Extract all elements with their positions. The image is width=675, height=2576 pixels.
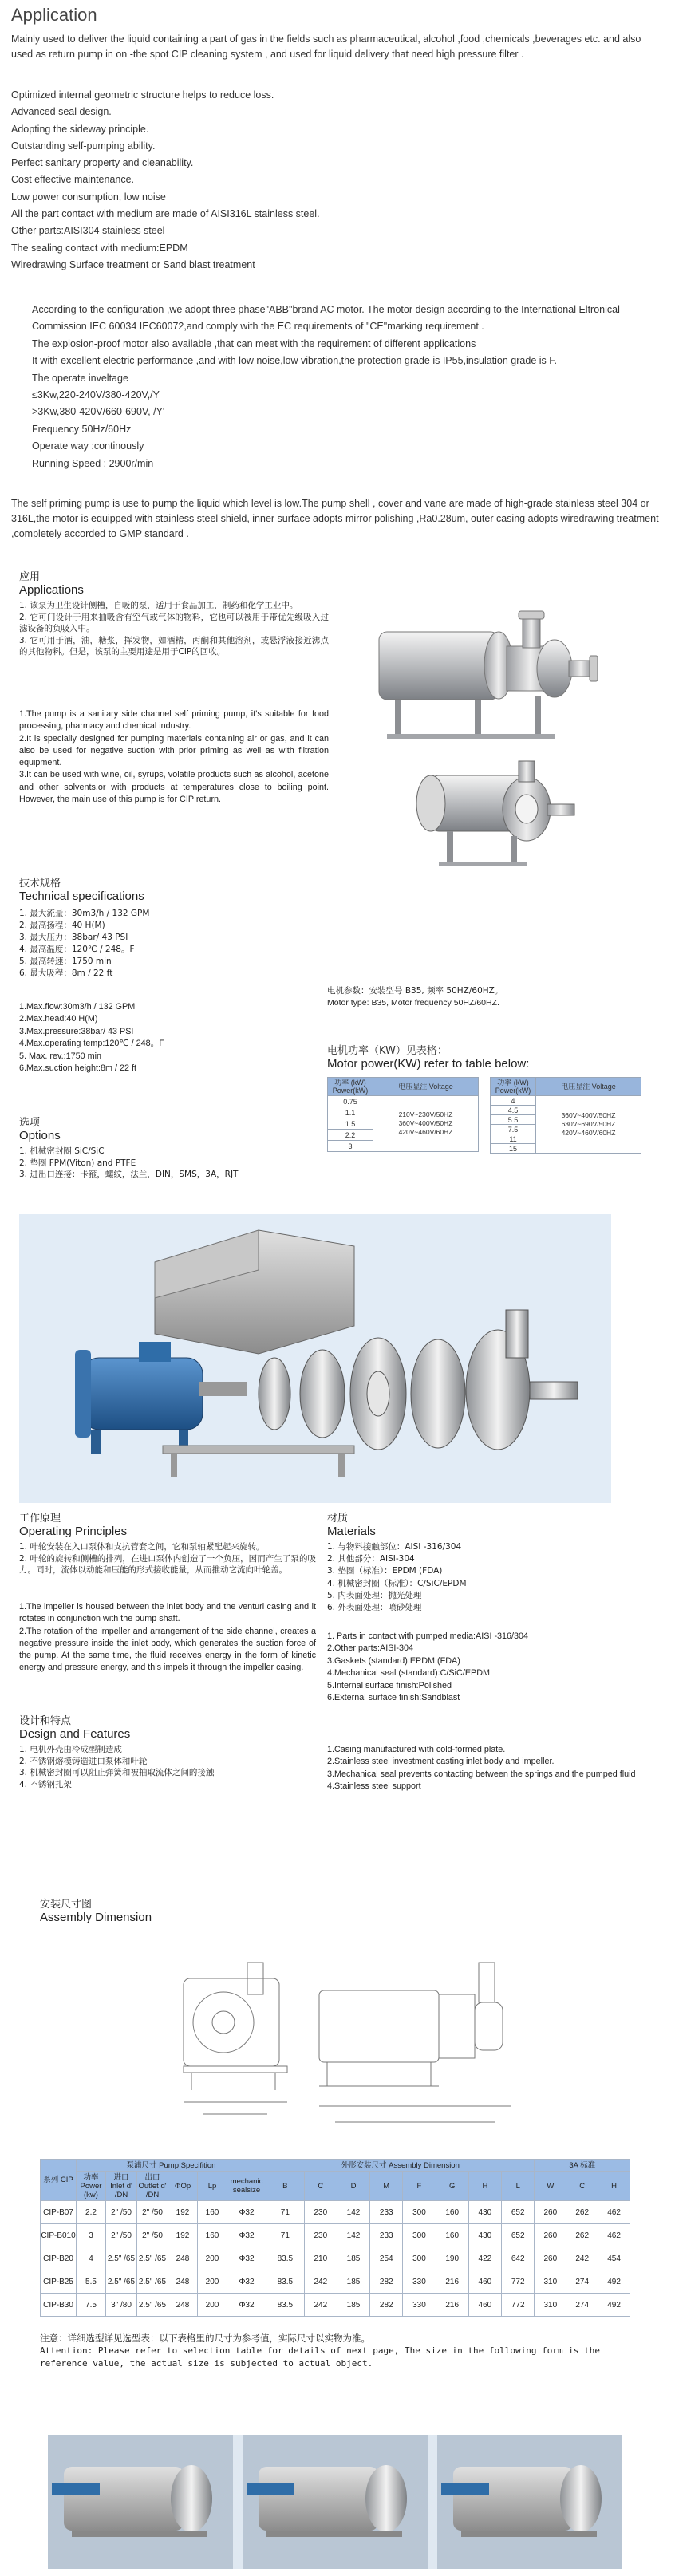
specs-cn-line: 6. 最大吸程：8m / 22 ft: [19, 968, 113, 978]
operating-en-line: 2.The rotation of the impeller and arrangement of the side channel, creates a negative pressure inside the inlet body, which generates the suction force of the pump. At the same time, the fluid receives energy in the form of kinetic energy and pressure energy, and this impels it through the impeller casing.: [19, 1626, 316, 1673]
materials-heading: [327, 1513, 376, 1538]
motor-table-cn-title: 电机功率（KW）见表格：: [327, 1045, 448, 1057]
table-cell: 233: [370, 2224, 403, 2247]
table-cell: Φ32: [227, 2294, 266, 2317]
table-cell: 185: [337, 2270, 369, 2294]
table-cell: 248: [168, 2270, 198, 2294]
table-cell: 260: [535, 2247, 566, 2270]
materials-en-line: 6.External surface finish:Sandblast: [327, 1693, 460, 1703]
power-cell: 2.2: [328, 1130, 373, 1141]
design-en-line: 4.Stainless steel support: [327, 1781, 421, 1792]
design-cn-line: 3. 机械密封圈可以阻止弹簧和被抽取流体之间的接触: [19, 1768, 215, 1778]
table-cell: 2.5" /65: [106, 2247, 137, 2270]
table-cell: 7.5: [77, 2294, 106, 2317]
group-assembly: 外形安装尺寸 Assembly Dimension: [266, 2160, 535, 2172]
table-cell: 282: [370, 2270, 403, 2294]
table-row: [41, 2294, 630, 2317]
design-en-line: 2.Stainless steel investment casting inlet body and impeller.: [327, 1757, 555, 1767]
materials-cn-list: [327, 1541, 646, 1614]
motor-power-table: [327, 1077, 641, 1154]
col-letter: L: [502, 2172, 535, 2201]
table-cell: 462: [598, 2224, 630, 2247]
power-cell: 1.1: [328, 1107, 373, 1118]
feature-item: Adopting the sideway principle.: [11, 123, 149, 135]
materials-en-line: 2.Other parts:AISI-304: [327, 1643, 414, 1654]
motor-description: [32, 302, 662, 472]
table-cell: 71: [266, 2224, 305, 2247]
col-letter: C: [566, 2172, 598, 2201]
specs-cn-line: 3. 最大压力：38bar/ 43 PSI: [19, 933, 128, 942]
table-cell: 330: [403, 2294, 436, 2317]
table-cell: 210: [304, 2247, 337, 2270]
col-letter: G: [436, 2172, 468, 2201]
power-cell: 11: [491, 1134, 536, 1144]
motor-line: ≤3Kw,220-240V/380-420V,/Y: [32, 389, 160, 401]
group-3a: 3A 标准: [535, 2160, 630, 2172]
table-cell: 160: [198, 2201, 227, 2224]
specs-cn-line: 2. 最高扬程：40 H(M): [19, 921, 105, 930]
table-cell: 185: [337, 2247, 369, 2270]
series-cell: CIP-B25: [41, 2270, 77, 2294]
options-line: 1. 机械密封圈 SiC/SiC: [19, 1146, 105, 1156]
operating-en-list: [19, 1601, 316, 1675]
feature-item: All the part contact with medium are made of AISI316L stainless steel.: [11, 208, 320, 220]
note-en: Attention: Please refer to selection table for details of next page, The size in the following form is the reference value, the actual size is subjected to actual object.: [40, 2345, 600, 2369]
power-cell: 4: [491, 1096, 536, 1106]
pump-photo-front: [363, 600, 602, 751]
feature-item: Outstanding self-pumping ability.: [11, 140, 156, 152]
motor-line: >3Kw,380-420V/660-690V, /Y': [32, 406, 165, 418]
table-cell: 260: [535, 2224, 566, 2247]
col-inlet: 进口 Inlet d' /DN: [106, 2172, 137, 2201]
specs-en-line: 4.Max.operating temp:120℃ / 248。F: [19, 1039, 164, 1049]
operating-en-title: Operating Principles: [19, 1525, 128, 1538]
options-cn-title: 选项: [19, 1117, 41, 1129]
applications-cn-line: 2. 它可门设计于用来抽吸含有空气或气体的物料，它也可以被用于带优先级吸入过滤设备的负吸入中。: [19, 612, 329, 634]
assembly-cn-title: 安装尺寸图: [40, 1899, 93, 1911]
table-cell: 460: [468, 2270, 501, 2294]
applications-cn-title: 应用: [19, 571, 41, 583]
design-cn-line: 2. 不锈钢熔模铸造进口泵体和叶轮: [19, 1756, 148, 1766]
table-cell: Φ32: [227, 2270, 266, 2294]
installation-photo: [48, 2435, 233, 2569]
table-cell: 190: [436, 2247, 468, 2270]
table-cell: 300: [403, 2201, 436, 2224]
exploded-view-image: [19, 1214, 611, 1503]
materials-en-line: 1. Parts in contact with pumped media:AISI -316/304: [327, 1631, 529, 1641]
feature-item: Cost effective maintenance.: [11, 174, 135, 186]
pump-photo-angled: [399, 759, 582, 871]
materials-cn-title: 材质: [327, 1513, 349, 1525]
specs-cn-line: 5. 最高转速：1750 min: [19, 957, 112, 966]
motor-table-en-title: Motor power(KW) refer to table below:: [327, 1057, 530, 1071]
col-series: 系列 CIP: [41, 2160, 77, 2201]
table-cell: 492: [598, 2270, 630, 2294]
table-cell: 460: [468, 2294, 501, 2317]
installation-photo: [243, 2435, 428, 2569]
applications-cn-line: 3. 它可用于酒，油，糖浆，挥发物，如酒精，丙酮和其他溶剂，或悬浮液接近沸点的其他物料。但是，该泵的主要用途是用于CIP的回收。: [19, 635, 329, 657]
applications-en-list: [19, 708, 329, 806]
options-line: 3. 进出口连接：卡箍，螺纹，法兰，DIN，SMS，3A，RJT: [19, 1170, 239, 1180]
table-cell: 71: [266, 2201, 305, 2224]
options-line: 2. 垫圈 FPM(Viton) and PTFE: [19, 1158, 136, 1168]
voltage-header: 电压显注 Voltage: [373, 1078, 479, 1096]
table-cell: 2" /50: [106, 2201, 137, 2224]
applications-en-line: 3.It can be used with wine, oil, syrups, volatile products such as alcohol, acetone and other solvents,or with products at temperatures close to boiling point. However, the main use of this pump is for CIP return.: [19, 770, 329, 805]
applications-en-title: Applications: [19, 583, 84, 597]
power-header: 功率 (kW) Power(kW): [491, 1078, 536, 1096]
table-cell: Φ32: [227, 2247, 266, 2270]
motor-line: Running Speed : 2900r/min: [32, 457, 154, 469]
col-letter: B: [266, 2172, 305, 2201]
applications-cn-line: 1. 该泵为卫生设计侧槽，自吸的泵，适用于食品加工，制药和化学工业中。: [19, 601, 298, 610]
table-cell: 642: [502, 2247, 535, 2270]
design-en-list: [327, 1744, 646, 1793]
applications-en-line: 2.It is specially designed for pumping materials containing air or gas, and it can also be used for negative suction with prior priming as well as with filtration equipment.: [19, 733, 329, 768]
table-cell: 2.5" /65: [137, 2294, 168, 2317]
group-pump: 泵浦尺寸 Pump Specifition: [77, 2160, 266, 2172]
specs-cn-title: 技术规格: [19, 878, 61, 890]
materials-en-line: 4.Mechanical seal (standard):C/SiC/EPDM: [327, 1668, 491, 1679]
table-cell: 248: [168, 2247, 198, 2270]
materials-en-title: Materials: [327, 1525, 376, 1538]
table-cell: 492: [598, 2294, 630, 2317]
col-letter: H: [598, 2172, 630, 2201]
power-cell: 0.75: [328, 1096, 373, 1107]
table-cell: 230: [304, 2201, 337, 2224]
specs-en-line: 2.Max.head:40 H(M): [19, 1014, 98, 1024]
operating-heading: [19, 1513, 127, 1538]
installation-photo: [437, 2435, 622, 2569]
table-cell: 83.5: [266, 2270, 305, 2294]
table-cell: 160: [198, 2224, 227, 2247]
motor-line: The explosion-proof motor also available ,that can meet with the requirement of different applications: [32, 337, 476, 349]
table-cell: 83.5: [266, 2247, 305, 2270]
materials-cn-line: 3. 垫圈（标准）：EPDM (FDA): [327, 1566, 443, 1576]
col-letter: D: [337, 2172, 369, 2201]
table-cell: 772: [502, 2270, 535, 2294]
table-cell: 2" /50: [137, 2224, 168, 2247]
table-cell: 192: [168, 2224, 198, 2247]
motor-type: [327, 985, 662, 1009]
table-cell: 216: [436, 2270, 468, 2294]
design-en-line: 1.Casing manufactured with cold-formed plate.: [327, 1745, 506, 1754]
feature-item: Low power consumption, low noise: [11, 191, 166, 203]
design-en-line: 3.Mechanical seal prevents contacting between the springs and the pumped fluid: [327, 1769, 636, 1779]
table-row: [41, 2247, 630, 2270]
table-cell: 430: [468, 2201, 501, 2224]
operating-cn-line: 1. 叶轮安装在入口泵体和支抗管套之间，它和泵轴紧配起来旋转。: [19, 1542, 265, 1552]
motor-table-heading: [327, 1045, 529, 1071]
table-cell: 262: [566, 2201, 598, 2224]
self-priming-paragraph: The self priming pump is use to pump the liquid which level is low.The pump shell , cover and vane are made of high-grade stainless steel 304 or 316L,the motor is equipped with stainless steel shield, inner surface adopts mirror polishing ,Ra0.28um, outer casing adopts wiredrawing treatment ,completely accorded to GMP standard .: [11, 498, 659, 539]
feature-item: The sealing contact with medium:EPDM: [11, 242, 188, 254]
table-cell: 300: [403, 2247, 436, 2270]
operating-en-line: 1.The impeller is housed between the inlet body and the venturi casing and it rotates in conjunction with the pump shaft.: [19, 1602, 316, 1624]
table-cell: 3" /80: [106, 2294, 137, 2317]
table-cell: Φ32: [227, 2201, 266, 2224]
series-cell: CIP-B30: [41, 2294, 77, 2317]
col-lp: Lp: [198, 2172, 227, 2201]
design-cn-list: [19, 1744, 316, 1790]
voltage-cell: 210V~230V/50HZ 360V~400V/50HZ 420V~460V/60HZ: [373, 1096, 479, 1152]
installation-photos: [48, 2435, 622, 2569]
table-cell: 200: [198, 2247, 227, 2270]
series-cell: CIP-B20: [41, 2247, 77, 2270]
feature-list: [11, 87, 320, 274]
table-cell: 200: [198, 2294, 227, 2317]
assembly-en-title: Assembly Dimension: [40, 1911, 152, 1924]
materials-en-list: [327, 1631, 646, 1704]
table-cell: 160: [436, 2201, 468, 2224]
power-cell: 15: [491, 1144, 536, 1154]
col-seal: mechanic sealsize: [227, 2172, 266, 2201]
design-heading: [19, 1715, 130, 1741]
table-cell: 2.5" /65: [137, 2247, 168, 2270]
motor-type-cn: 电机参数：安装型号 B35, 频率 50HZ/60HZ。: [327, 986, 503, 996]
specs-heading: [19, 878, 144, 903]
specs-cn-line: 1. 最大流量：30m3/h / 132 GPM: [19, 909, 150, 918]
table-cell: 192: [168, 2201, 198, 2224]
power-cell: 4.5: [491, 1106, 536, 1115]
table-cell: 142: [337, 2201, 369, 2224]
materials-cn-line: 2. 其他部分：AISI-304: [327, 1554, 415, 1564]
table-cell: 242: [566, 2247, 598, 2270]
specs-en-line: 1.Max.flow:30m3/h / 132 GPM: [19, 1002, 136, 1012]
series-cell: CIP-B07: [41, 2201, 77, 2224]
table-cell: 454: [598, 2247, 630, 2270]
table-cell: 772: [502, 2294, 535, 2317]
feature-item: Other parts:AISI304 stainless steel: [11, 225, 165, 237]
table-cell: 430: [468, 2224, 501, 2247]
table-cell: 248: [168, 2294, 198, 2317]
table-cell: 5.5: [77, 2270, 106, 2294]
power-cell: 1.5: [328, 1118, 373, 1130]
col-letter: M: [370, 2172, 403, 2201]
materials-cn-line: 4. 机械密封圈（标准）：C/SiC/EPDM: [327, 1578, 467, 1588]
table-row: [41, 2201, 630, 2224]
table-cell: 274: [566, 2294, 598, 2317]
materials-cn-line: 5. 内表面处理：抛光处理: [327, 1590, 422, 1600]
motor-line: Frequency 50Hz/60Hz: [32, 423, 132, 435]
table-cell: 282: [370, 2294, 403, 2317]
power-cell: 3: [328, 1141, 373, 1152]
specs-en-title: Technical specifications: [19, 890, 144, 903]
col-letter: F: [403, 2172, 436, 2201]
table-cell: 83.5: [266, 2294, 305, 2317]
feature-item: Perfect sanitary property and cleanability.: [11, 157, 194, 169]
specs-en-line: 3.Max.pressure:38bar/ 43 PSI: [19, 1026, 134, 1036]
materials-cn-line: 1. 与物料接触部位：AISI -316/304: [327, 1542, 462, 1552]
table-cell: 462: [598, 2201, 630, 2224]
feature-item: Advanced seal design.: [11, 106, 112, 118]
options-en-title: Options: [19, 1129, 61, 1142]
assembly-drawing: [176, 1947, 519, 2146]
table-cell: 2" /50: [106, 2224, 137, 2247]
specs-cn-line: 4. 最高温度：120℃ / 248。F: [19, 945, 135, 954]
specs-en-list: [19, 1001, 290, 1075]
operating-cn-list: [19, 1541, 316, 1576]
table-cell: 160: [436, 2224, 468, 2247]
materials-en-line: 3.Gaskets (standard):EPDM (FDA): [327, 1655, 460, 1666]
power-header: 功率 (kW) Power(kW): [328, 1078, 373, 1096]
motor-line: The operate inveltage: [32, 372, 128, 384]
applications-heading: [19, 571, 84, 597]
col-letter: W: [535, 2172, 566, 2201]
table-cell: 2.5" /65: [106, 2270, 137, 2294]
table-cell: 185: [337, 2294, 369, 2317]
table-cell: 652: [502, 2201, 535, 2224]
feature-item: Optimized internal geometric structure helps to reduce loss.: [11, 89, 274, 101]
options-heading: [19, 1117, 61, 1142]
design-cn-line: 1. 电机外壳由冷成型制造成: [19, 1745, 122, 1754]
col-power: 功率 Power (kw): [77, 2172, 106, 2201]
voltage-cell: 360V~400V/50HZ 630V~690V/50HZ 420V~460V/60HZ: [536, 1096, 641, 1154]
table-cell: 2" /50: [137, 2201, 168, 2224]
table-cell: 300: [403, 2224, 436, 2247]
applications-en-line: 1.The pump is a sanitary side channel self priming pump, it’s suitable for food processing, pharmacy and chemical industry.: [19, 709, 329, 732]
operating-cn-title: 工作原理: [19, 1513, 61, 1525]
design-cn-line: 4. 不锈钢扎架: [19, 1779, 72, 1789]
attention-note: [40, 2333, 630, 2369]
col-letter: H: [468, 2172, 501, 2201]
table-cell: 2.2: [77, 2201, 106, 2224]
table-cell: 260: [535, 2201, 566, 2224]
table-cell: 2.5" /65: [137, 2270, 168, 2294]
assembly-heading: [40, 1899, 152, 1924]
col-fop: ΦOp: [168, 2172, 198, 2201]
table-cell: 4: [77, 2247, 106, 2270]
table-cell: 142: [337, 2224, 369, 2247]
materials-cn-line: 6. 外表面处理：喷砂处理: [327, 1603, 422, 1613]
applications-cn-list: [19, 600, 329, 658]
specs-en-line: 5. Max. rev.:1750 min: [19, 1051, 102, 1061]
table-cell: 310: [535, 2270, 566, 2294]
power-cell: 5.5: [491, 1115, 536, 1125]
series-cell: CIP-B010: [41, 2224, 77, 2247]
motor-paragraph: According to the configuration ,we adopt three phase"ABB"brand AC motor. The motor design according to the International Eltronical Commission IEC 60034 IEC60072,and comply with the EC requirements of "CE"marking requirement .: [32, 304, 620, 333]
table-cell: Φ32: [227, 2224, 266, 2247]
table-cell: 422: [468, 2247, 501, 2270]
dimension-table: [40, 2159, 630, 2317]
note-cn: 注意：详细选型详见选型表：以下表格里的尺寸为参考值，实际尺寸以实物为准。: [40, 2333, 370, 2344]
options-list: [19, 1146, 306, 1181]
design-en-title: Design and Features: [19, 1727, 131, 1741]
table-cell: 242: [304, 2294, 337, 2317]
motor-line: Operate way :continously: [32, 440, 144, 452]
materials-en-line: 5.Internal surface finish:Polished: [327, 1680, 452, 1690]
intro-paragraph: Mainly used to deliver the liquid containing a part of gas in the fields such as pharmaceutical, alcohol ,food ,chemicals ,beverages etc. and also used as return pump in on -the spot CIP cleaning system , and used for liquid delivery that need high pressure filter .: [11, 34, 641, 60]
table-row: [41, 2224, 630, 2247]
design-cn-title: 设计和特点: [19, 1715, 72, 1727]
table-cell: 330: [403, 2270, 436, 2294]
table-cell: 274: [566, 2270, 598, 2294]
table-cell: 652: [502, 2224, 535, 2247]
table-cell: 230: [304, 2224, 337, 2247]
specs-cn-list: [19, 908, 290, 980]
voltage-header: 电压显注 Voltage: [536, 1078, 641, 1096]
table-cell: 310: [535, 2294, 566, 2317]
specs-en-line: 6.Max.suction height:8m / 22 ft: [19, 1063, 137, 1074]
table-cell: 216: [436, 2294, 468, 2317]
col-outlet: 出口 Outlet d' /DN: [138, 2172, 167, 2199]
table-cell: 200: [198, 2270, 227, 2294]
table-cell: 233: [370, 2201, 403, 2224]
motor-line: It with excellent electric performance ,and with low noise,low vibration,the protection grade is IP55,insulation grade is F.: [32, 355, 557, 367]
feature-item: Wiredrawing Surface treatment or Sand blast treatment: [11, 258, 255, 270]
table-cell: 242: [304, 2270, 337, 2294]
motor-type-en: Motor type: B35, Motor frequency 50HZ/60HZ.: [327, 998, 499, 1008]
table-cell: 262: [566, 2224, 598, 2247]
table-cell: 3: [77, 2224, 106, 2247]
col-letter: C: [304, 2172, 337, 2201]
table-cell: 254: [370, 2247, 403, 2270]
power-cell: 7.5: [491, 1125, 536, 1134]
page-title: Application: [11, 5, 97, 25]
table-row: [41, 2270, 630, 2294]
operating-cn-line: 2. 叶轮的旋转和侧槽的排列，在进口泵体内创造了一个负压，因而产生了泵的吸力。同时，流体以动能和压能的形式接收能量，从而推动它流向叶轮盖。: [19, 1553, 316, 1576]
